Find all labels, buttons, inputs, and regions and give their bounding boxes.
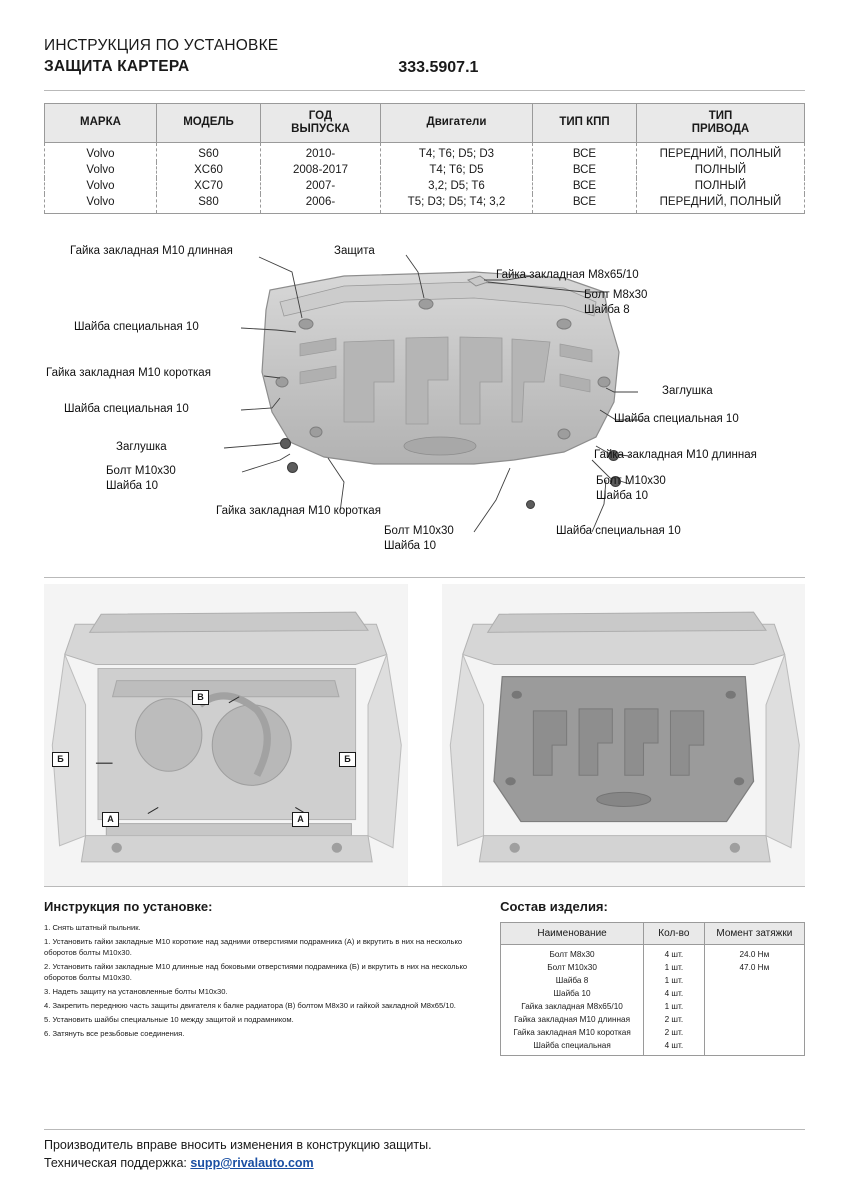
label-nut-short-bottom: Гайка закладная М10 короткая [216, 505, 381, 518]
comp-qty: 1 шт. [643, 961, 704, 974]
cell-brand: Volvo [45, 162, 157, 178]
instruction-step: 5. Установить шайбы специальные 10 между защитой и подрамником. [44, 1015, 294, 1025]
composition-title: Состав изделия: [500, 899, 608, 915]
label-nut-long-right: Гайка закладная М10 длинная [594, 449, 757, 462]
table-row [501, 1026, 805, 1039]
spec-header-row [45, 103, 805, 142]
comp-qty: 1 шт. [643, 1000, 704, 1013]
product-code: 333.5907.1 [398, 58, 479, 76]
label-nut-long-left: Гайка закладная М10 длинная [70, 245, 233, 258]
photo-engine-bay-before [44, 584, 408, 886]
mount-hole [557, 319, 571, 329]
label-zashita: Защита [334, 245, 375, 258]
spec-col-drive-line1: ТИП [708, 109, 733, 122]
composition-header-row [501, 923, 805, 945]
cell-brand: Volvo [45, 194, 157, 214]
cell-drive: ПЕРЕДНИЙ, ПОЛНЫЙ [636, 143, 804, 163]
instruction-step: 6. Затянуть все резьбовые соединения. [44, 1029, 185, 1039]
table-row [501, 974, 805, 987]
instruction-step: 3. Надеть защиту на установленные болты М10х30. [44, 987, 228, 997]
comp-torque: 24.0 Нм [704, 945, 804, 962]
label-nut-short-left: Гайка закладная М10 короткая [46, 367, 211, 380]
label-nut-m8: Гайка закладная М8х65/10 [496, 269, 639, 282]
marker-b-left: Б [52, 752, 69, 767]
spec-col-transmission: ТИП КПП [532, 103, 636, 142]
cell-transmission: ВСЕ [532, 178, 636, 194]
cell-model: XC70 [156, 178, 260, 194]
cell-drive: ПЕРЕДНИЙ, ПОЛНЫЙ [636, 194, 804, 214]
label-bolt-right [596, 474, 666, 503]
comp-qty: 4 шт. [643, 987, 704, 1000]
cell-year: 2010- [260, 143, 380, 163]
cell-engines: T4; T6; D5 [380, 162, 532, 178]
instruction-step: 1. Снять штатный пыльник. [44, 923, 141, 933]
cell-model: S60 [156, 143, 260, 163]
support-label: Техническая поддержка: [44, 1156, 191, 1170]
footer-support [44, 1156, 809, 1170]
label-washer-special-4: Шайба специальная 10 [556, 525, 681, 538]
cell-model: XC60 [156, 162, 260, 178]
cell-transmission: ВСЕ [532, 194, 636, 214]
comp-torque [704, 974, 804, 987]
cell-engines: T5; D3; D5; T4; 3,2 [380, 194, 532, 214]
comp-name: Гайка закладная М10 короткая [501, 1026, 644, 1039]
comp-name: Гайка закладная М10 длинная [501, 1013, 644, 1026]
table-row [501, 961, 805, 974]
comp-name: Шайба специальная [501, 1039, 644, 1056]
mount-hole [276, 377, 288, 387]
comp-name: Шайба 10 [501, 987, 644, 1000]
spec-col-brand: МАРКА [45, 103, 157, 142]
composition-table [500, 922, 805, 1056]
table-row [45, 194, 805, 214]
composition-section [500, 899, 805, 1056]
cell-transmission: ВСЕ [532, 162, 636, 178]
comp-torque [704, 1000, 804, 1013]
cell-brand: Volvo [45, 143, 157, 163]
label-bolt-m8 [584, 288, 647, 317]
label-bolt-bottom-line2: Шайба 10 [384, 539, 437, 552]
label-bolt-right-line2: Шайба 10 [596, 489, 649, 502]
comp-torque [704, 1039, 804, 1056]
marker-a-left: А [102, 812, 119, 827]
comp-qty: 2 шт. [643, 1026, 704, 1039]
footer-divider [44, 1129, 805, 1130]
label-plug-right: Заглушка [662, 385, 713, 398]
label-bolt-left [106, 464, 176, 493]
photo-right-illustration [442, 584, 806, 886]
label-bolt-left-line2: Шайба 10 [106, 479, 159, 492]
label-washer-special-1: Шайба специальная 10 [74, 321, 199, 334]
comp-col-qty: Кол-во [643, 923, 704, 945]
header-line-1: ИНСТРУКЦИЯ ПО УСТАНОВКЕ [44, 37, 279, 54]
header-line-2: ЗАЩИТА КАРТЕРА [44, 57, 190, 75]
table-row [45, 162, 805, 178]
instruction-step: 1. Установить гайки закладные М10 короткие над задними отверстиями подрамника (А) и вкрутить в них на несколько оборотов болты М10х30. [44, 937, 463, 958]
document-footer [40, 1129, 809, 1174]
header-divider [44, 90, 805, 91]
photo-section [44, 577, 805, 887]
comp-qty: 1 шт. [643, 974, 704, 987]
spec-col-drive [636, 103, 804, 142]
bottom-section [44, 899, 805, 1056]
label-bolt-bottom-line1: Болт М10х30 [384, 525, 454, 538]
spec-col-year [260, 103, 380, 142]
cell-engines: T4; T6; D5; D3 [380, 143, 532, 163]
footer-disclaimer: Производитель вправе вносить изменения в конструкцию защиты. [44, 1138, 432, 1152]
comp-col-torque: Момент затяжки [704, 923, 804, 945]
cell-year: 2007- [260, 178, 380, 194]
comp-qty: 4 шт. [643, 945, 704, 962]
table-row [45, 143, 805, 163]
spec-col-engines: Двигатели [380, 103, 532, 142]
spec-col-drive-line2: ПРИВОДА [691, 123, 750, 136]
comp-name: Шайба 8 [501, 974, 644, 987]
comp-name: Гайка закладная М8х65/10 [501, 1000, 644, 1013]
table-row [501, 1000, 805, 1013]
plate-opening [404, 437, 476, 455]
label-bolt-right-line1: Болт М10х30 [596, 475, 666, 488]
instruction-step: 4. Закрепить переднюю часть защиты двигателя к балке радиатора (В) болтом М8х30 и гайкой закладной М8х65/10. [44, 1001, 456, 1011]
cell-brand: Volvo [45, 178, 157, 194]
cell-transmission: ВСЕ [532, 143, 636, 163]
cell-year: 2008-2017 [260, 162, 380, 178]
skid-plate-illustration [44, 232, 813, 567]
mount-hole [558, 429, 570, 439]
comp-qty: 2 шт. [643, 1013, 704, 1026]
label-plug-left: Заглушка [116, 441, 167, 454]
comp-qty: 4 шт. [643, 1039, 704, 1056]
mount-hole [299, 319, 313, 329]
marker-b-right: Б [339, 752, 356, 767]
installation-instructions [44, 899, 470, 1056]
marker-a-right: А [292, 812, 309, 827]
table-row [501, 945, 805, 962]
table-row [45, 178, 805, 194]
spec-col-year-line2: ВЫПУСКА [291, 123, 350, 136]
mount-hole [419, 299, 433, 309]
header-titles [44, 36, 278, 78]
instructions-title: Инструкция по установке: [44, 899, 213, 915]
cell-engines: 3,2; D5; T6 [380, 178, 532, 194]
comp-col-name: Наименование [501, 923, 644, 945]
label-washer-special-3: Шайба специальная 10 [614, 413, 739, 426]
support-email-link[interactable]: supp@rivalauto.com [190, 1156, 314, 1170]
table-row [501, 1013, 805, 1026]
spec-col-model: МОДЕЛЬ [156, 103, 260, 142]
table-row [501, 1039, 805, 1056]
label-bolt-bottom [384, 524, 454, 553]
table-row [501, 987, 805, 1000]
mount-hole [310, 427, 322, 437]
comp-torque [704, 1026, 804, 1039]
cell-drive: ПОЛНЫЙ [636, 178, 804, 194]
spec-col-year-line1: ГОД [308, 109, 333, 122]
label-bolt-m8-line1: Болт М8х30 [584, 289, 648, 302]
comp-name: Болт М8х30 [501, 945, 644, 962]
comp-torque [704, 1013, 804, 1026]
label-bolt-m8-line2: Шайба 8 [584, 303, 630, 316]
mount-hole [598, 377, 610, 387]
photo-engine-bay-after [442, 584, 806, 886]
comp-name: Болт М10х30 [501, 961, 644, 974]
vehicle-spec-table [44, 103, 805, 214]
instruction-step: 2. Установить гайки закладные М10 длинные над боковыми отверстиями подрамника (Б) и вкрутить в них на несколько оборотов болты М10х30. [44, 962, 468, 983]
document-header [40, 28, 809, 88]
marker-v: В [192, 690, 209, 705]
cell-drive: ПОЛНЫЙ [636, 162, 804, 178]
label-bolt-left-line1: Болт М10х30 [106, 465, 176, 478]
cell-model: S80 [156, 194, 260, 214]
cell-year: 2006- [260, 194, 380, 214]
label-washer-special-2: Шайба специальная 10 [64, 403, 189, 416]
comp-torque: 47.0 Нм [704, 961, 804, 974]
comp-torque [704, 987, 804, 1000]
assembly-diagram [44, 232, 805, 567]
photo-left-illustration [44, 584, 408, 886]
